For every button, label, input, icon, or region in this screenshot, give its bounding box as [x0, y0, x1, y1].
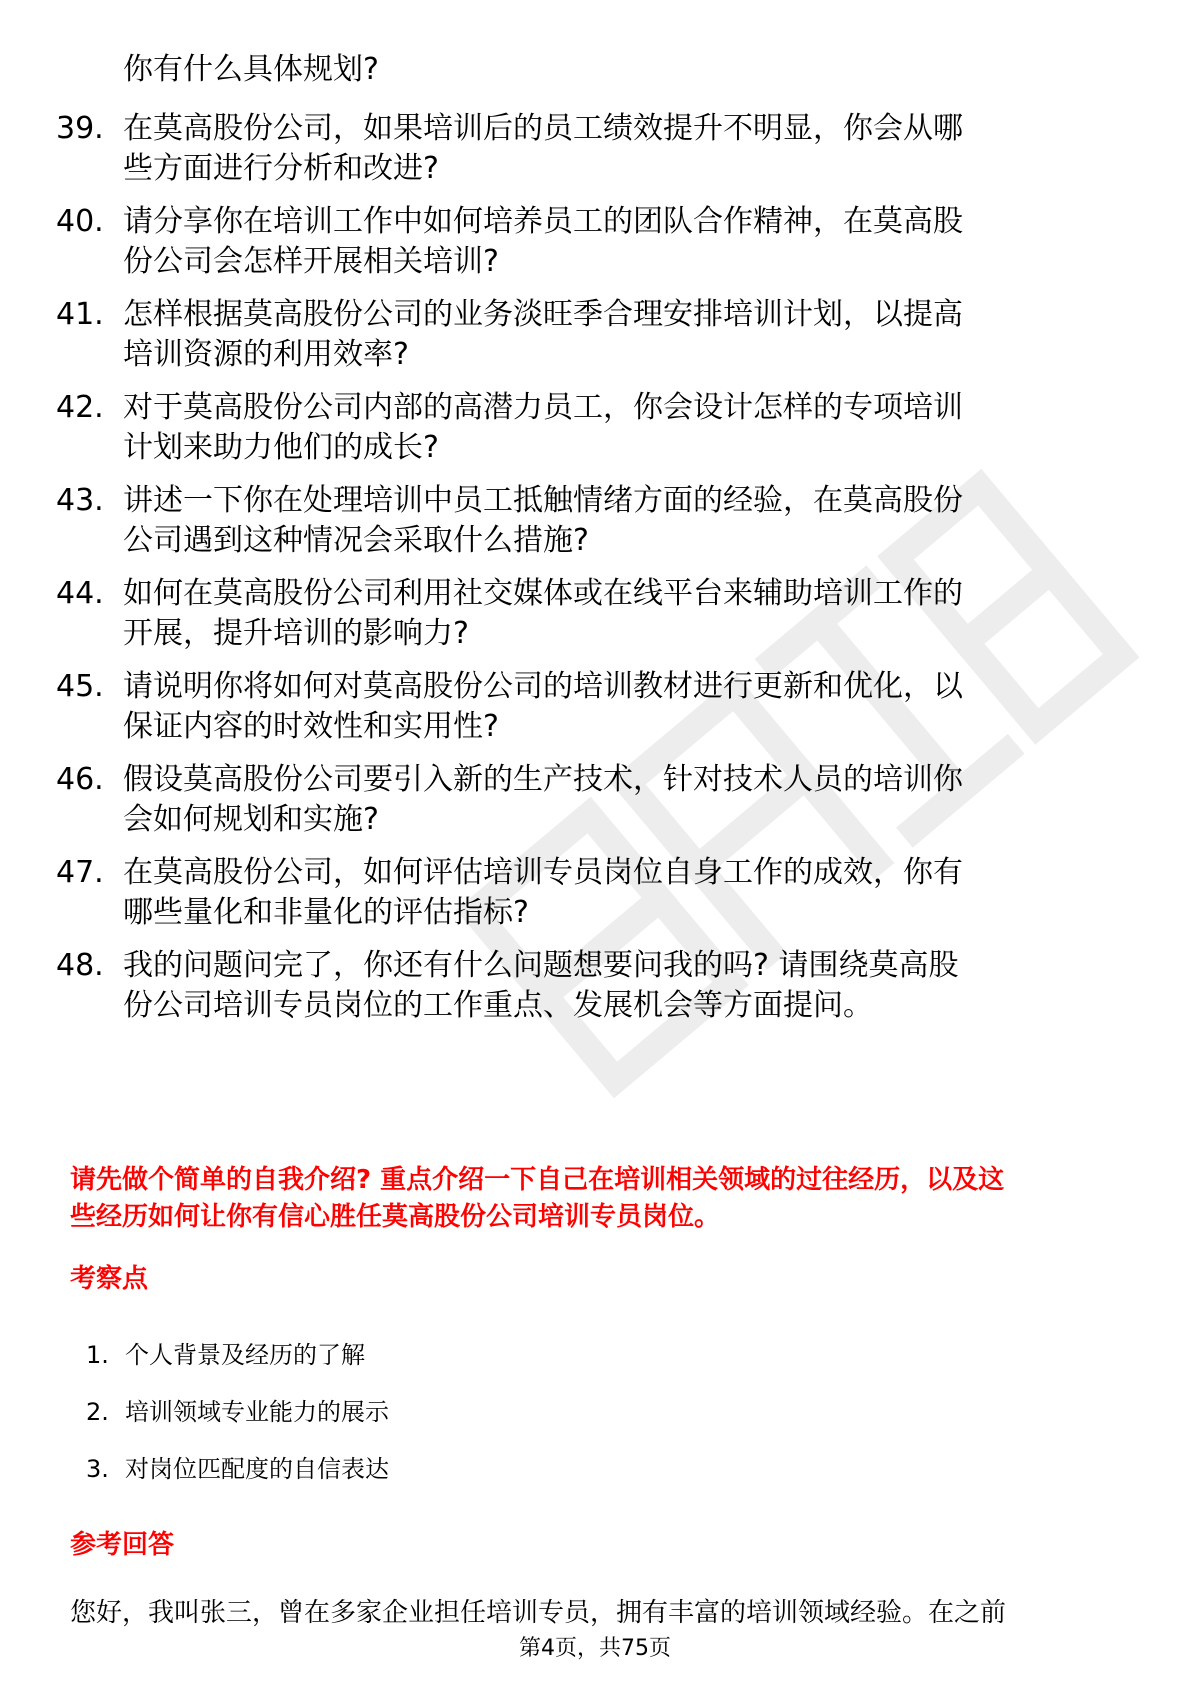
page-footer: 第4页，共75页	[519, 1636, 671, 1661]
question-number: 48.	[56, 948, 104, 983]
intro-question: 请先做个简单的自我介绍? 重点介绍一下自己在培训相关领域的过往经历，以及这 些经历如何让你有信心胜任莫高股份公司培训专员岗位。	[70, 1165, 1005, 1232]
points-title: 考察点	[70, 1264, 149, 1294]
question-text: 讲述一下你在处理培训中员工抵触情绪方面的经验，在莫高股份 公司遇到这种情况会采取什么措施?	[123, 483, 963, 558]
list-item	[0, 1338, 1190, 1372]
answer-text: 您好，我叫张三，曾在多家企业担任培训专员，拥有丰富的培训领域经验。在之前	[70, 1598, 1007, 1628]
point-number: 1.	[86, 1341, 109, 1369]
question-number: 46.	[56, 762, 104, 797]
question-number: 41.	[56, 297, 104, 332]
question-text: 你有什么具体规划?	[123, 52, 379, 87]
question-number: 44.	[56, 576, 104, 611]
answer-title: 参考回答	[70, 1530, 175, 1560]
point-number: 2.	[86, 1398, 109, 1426]
question-text: 在莫高股份公司，如果培训后的员工绩效提升不明显，你会从哪 些方面进行分析和改进?	[123, 111, 963, 186]
point-text: 个人背景及经历的了解	[125, 1341, 365, 1369]
question-number: 42.	[56, 390, 104, 425]
question-text: 怎样根据莫高股份公司的业务淡旺季合理安排培训计划，以提高 培训资源的利用效率?	[123, 297, 963, 372]
point-number: 3.	[86, 1455, 109, 1483]
question-text: 假设莫高股份公司要引入新的生产技术，针对技术人员的培训你 会如何规划和实施?	[123, 762, 963, 837]
question-number: 45.	[56, 669, 104, 704]
question-text: 在莫高股份公司，如何评估培训专员岗位自身工作的成效，你有 哪些量化和非量化的评估指标?	[123, 855, 963, 930]
point-text: 培训领域专业能力的展示	[125, 1398, 389, 1426]
question-number: 43.	[56, 483, 104, 518]
question-text: 请说明你将如何对莫高股份公司的培训教材进行更新和优化，以 保证内容的时效性和实用性?	[123, 669, 963, 744]
question-text: 如何在莫高股份公司利用社交媒体或在线平台来辅助培训工作的 开展，提升培训的影响力?	[123, 576, 963, 651]
question-text: 请分享你在培训工作中如何培养员工的团队合作精神，在莫高股 份公司会怎样开展相关培训?	[123, 204, 963, 279]
question-text: 我的问题问完了，你还有什么问题想要问我的吗? 请围绕莫高股 份公司培训专员岗位的工作重点、发展机会等方面提问。	[123, 948, 959, 1023]
question-number: 39.	[56, 111, 104, 146]
question-number: 40.	[56, 204, 104, 239]
question-number: 47.	[56, 855, 104, 890]
list-item	[0, 1395, 1190, 1429]
list-item	[0, 1452, 1190, 1486]
point-text: 对岗位匹配度的自信表达	[125, 1455, 389, 1483]
question-text: 对于莫高股份公司内部的高潜力员工，你会设计怎样的专项培训 计划来助力他们的成长?	[123, 390, 963, 465]
